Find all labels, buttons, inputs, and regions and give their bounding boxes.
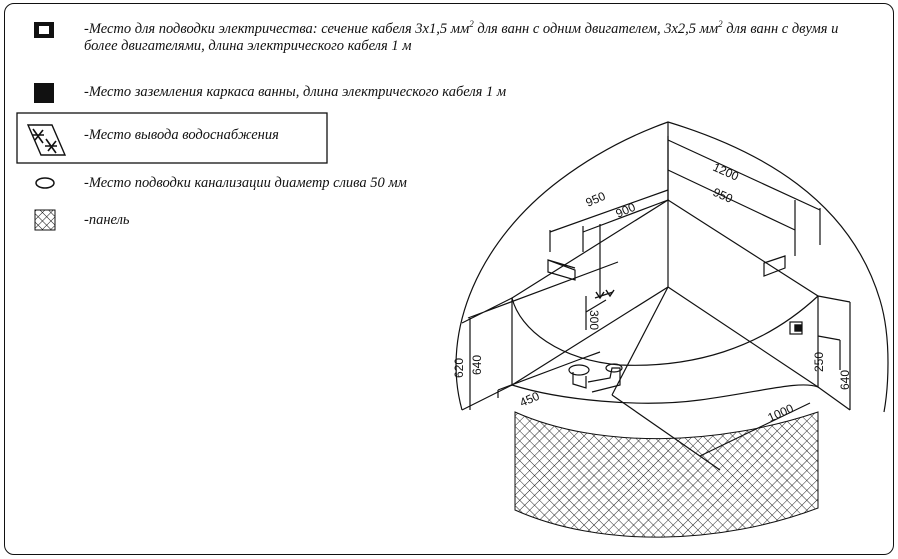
legend-drain: -Место подводки канализации диаметр слива 50 мм	[84, 175, 407, 191]
legend-electric-text-a: -Место для подводки электричества: сечение кабеля 3х1,5 мм	[84, 20, 470, 37]
dim-640-right: 640	[838, 369, 852, 390]
dim-900: 900	[613, 199, 638, 221]
dim-640-left: 640	[470, 354, 484, 375]
legend-panel: -панель	[84, 212, 130, 228]
dim-1000: 1000	[765, 401, 796, 425]
panel-mesh	[515, 412, 818, 537]
dim-450: 450	[517, 388, 542, 410]
dim-950-left: 950	[583, 188, 608, 210]
dim-300: 300	[587, 310, 601, 331]
legend-electric-line2: более двигателями, длина электрического кабеля 1 м	[84, 38, 412, 54]
legend-electric-text-b: для ванн с одним двигателем, 3х2,5 мм	[473, 20, 719, 37]
front-curve	[512, 385, 818, 403]
legend-electric-sup2: 2	[718, 19, 723, 29]
legend-electric-text-c: для ванн с двумя и	[722, 20, 839, 37]
dim-250: 250	[812, 351, 826, 372]
legend-ground: -Место заземления каркаса ванны, длина электрического кабеля 1 м	[84, 84, 507, 100]
dim-950-right: 950	[710, 184, 735, 206]
legend-electric-sup1: 2	[469, 19, 474, 29]
dim-1200: 1200	[710, 159, 741, 184]
dim-620: 620	[452, 357, 466, 378]
legend-water: -Место вывода водоснабжения	[84, 127, 279, 143]
